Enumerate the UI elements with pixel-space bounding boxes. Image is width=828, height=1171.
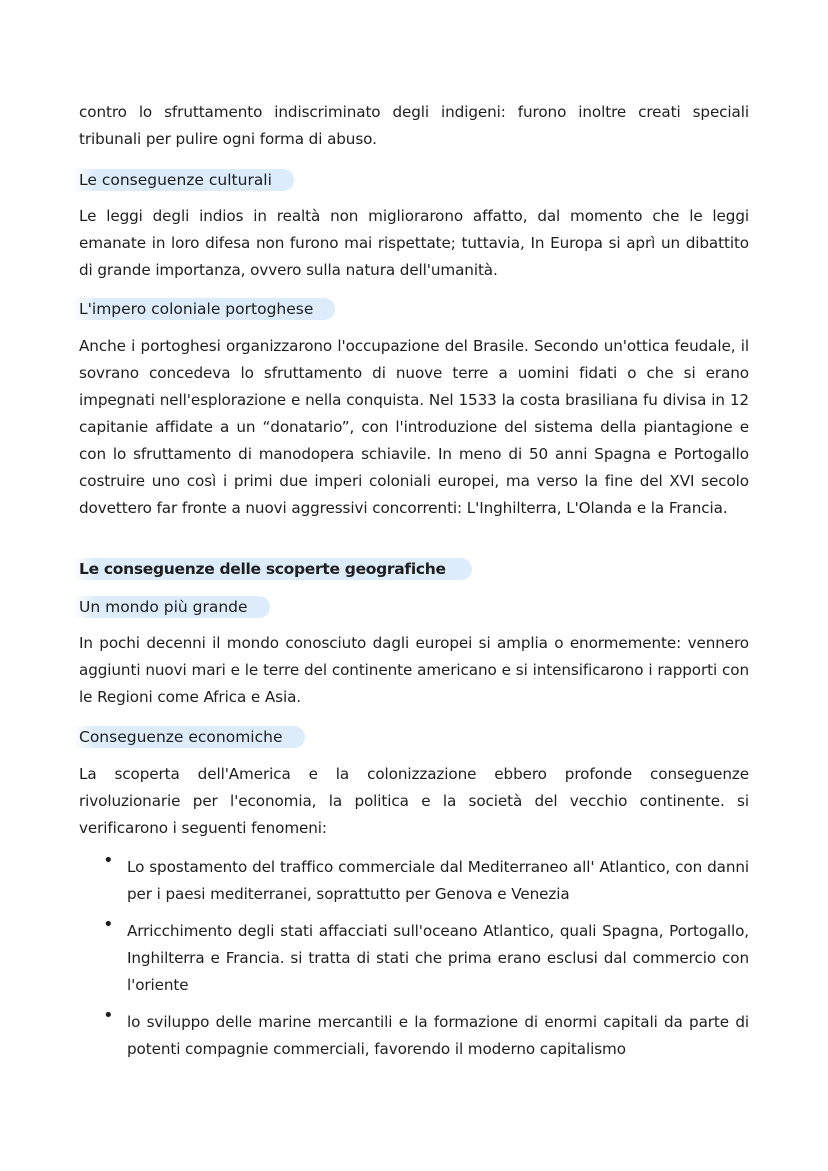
heading-cultural-consequences: Le conseguenze culturali	[73, 169, 294, 191]
bullet-icon: •	[103, 914, 114, 935]
bullet-icon: •	[103, 1005, 114, 1026]
intro-paragraph-block	[79, 99, 749, 153]
heading-economic-consequences: Conseguenze economiche	[73, 726, 305, 748]
heading-geographic-discoveries: Le conseguenze delle scoperte geografiche	[73, 558, 472, 580]
heading-bigger-world: Un mondo più grande	[73, 596, 270, 618]
bigger-world-paragraph: In pochi decenni il mondo conosciuto dagli europei si amplia o enormemente: vennero aggiunti nuovi mari e le terre del continente americano e si intensificarono i rapporti con le Regioni come Africa e Asia.	[79, 634, 749, 706]
bullet-icon: •	[103, 850, 114, 871]
intro-paragraph: contro lo sfruttamento indiscriminato degli indigeni: furono inoltre creati speciali tribunali per pulire ogni forma di abuso.	[79, 103, 749, 148]
list-item	[79, 850, 749, 908]
heading-portuguese-empire: L'impero coloniale portoghese	[73, 298, 335, 320]
list-item	[79, 914, 749, 999]
bullet-text: Lo spostamento del traffico commerciale dal Mediterraneo all' Atlantico, con danni per i paesi mediterranei, soprattutto per Genova e Venezia	[127, 858, 749, 903]
cultural-paragraph-block	[79, 203, 749, 284]
bigger-world-paragraph-block	[79, 630, 749, 711]
bullet-text: lo sviluppo delle marine mercantili e la formazione di enormi capitali da parte di potenti compagnie commerciali, favorendo il moderno capitalismo	[127, 1013, 749, 1058]
bullet-text: Arricchimento degli stati affacciati sull'oceano Atlantico, quali Spagna, Portogallo, Inghilterra e Francia. si tratta di stati che prima erano esclusi dal commercio con l'oriente	[127, 922, 749, 994]
cultural-paragraph: Le leggi degli indios in realtà non migliorarono affatto, dal momento che le leggi emanate in loro difesa non furono mai rispettate; tuttavia, In Europa si aprì un dibattito di grande importanza, ovvero sulla natura dell'umanità.	[79, 207, 749, 279]
portuguese-paragraph: Anche i portoghesi organizzarono l'occupazione del Brasile. Secondo un'ottica feudale, il sovrano concedeva lo sfruttamento di nuove terre a uomini fidati o che si erano impegnati nell'esplorazione e nella conquista. Nel 1533 la costa brasiliana fu divisa in 12 capitanie affidate a un “donatario”, con l'introduzione del sistema della piantagione e con lo sfruttamento di manodopera schiavile. In meno di 50 anni Spagna e Portogallo costruire uno così i primi due imperi coloniali europei, ma verso la fine del XVI secolo dovettero far fronte a nuovi aggressivi concorrenti: L'Inghilterra, L'Olanda e la Francia.	[79, 337, 749, 517]
economic-paragraph-block	[79, 761, 749, 842]
economic-paragraph: La scoperta dell'America e la colonizzazione ebbero profonde conseguenze rivoluzionarie per l'economia, la politica e la società del vecchio continente. si verificarono i seguenti fenomeni:	[79, 765, 749, 837]
economic-bullet-list	[79, 850, 749, 1063]
portuguese-paragraph-block	[79, 333, 749, 522]
list-item	[79, 1005, 749, 1063]
